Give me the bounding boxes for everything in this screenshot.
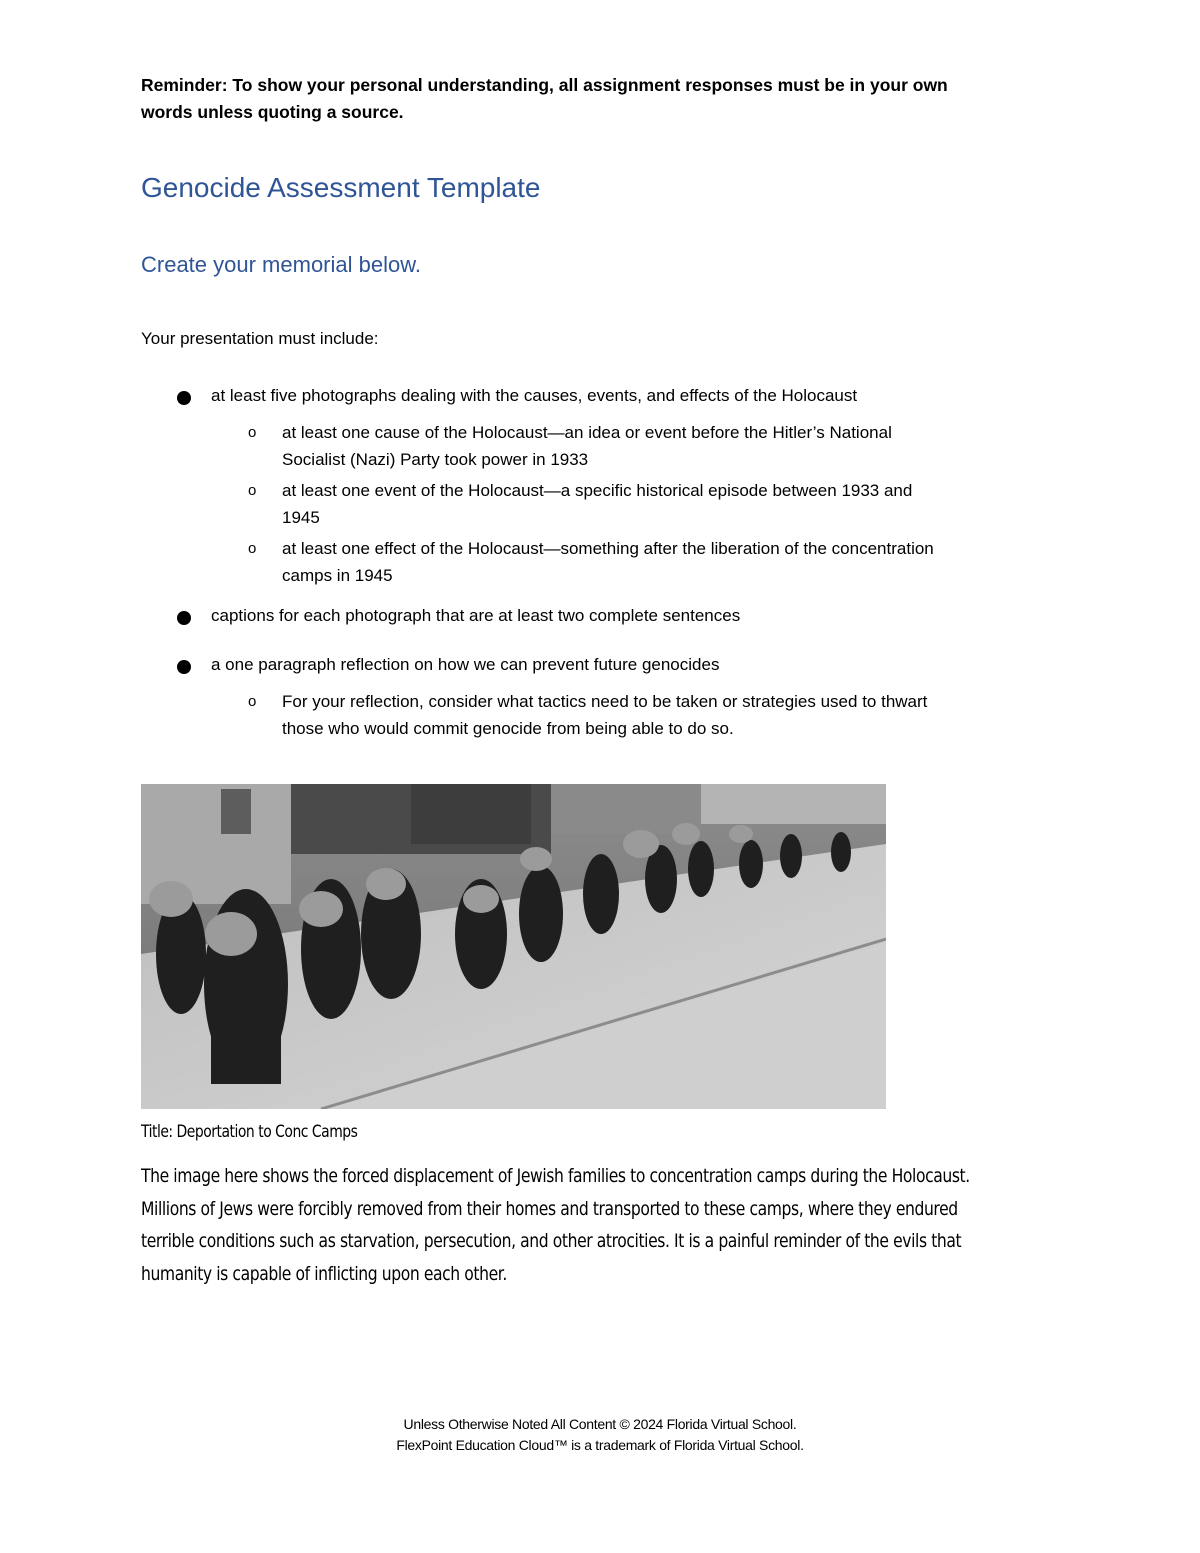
subitem-line-1: For your reflection, consider what tactics need to be taken or strategies used to thwart xyxy=(282,692,928,711)
page-footer xyxy=(0,1414,1200,1456)
requirement-text: at least five photographs dealing with the causes, events, and effects of the Holocaust xyxy=(211,386,858,405)
sub-bullet-icon: o xyxy=(248,693,257,710)
subitem-line-2: camps in 1945 xyxy=(282,566,393,585)
bullet-icon xyxy=(177,611,191,625)
bullet-icon xyxy=(177,391,191,405)
reminder-notice xyxy=(141,72,1041,126)
subitem-line-2: 1945 xyxy=(282,508,320,527)
requirement-text: a one paragraph reflection on how we can prevent future genocides xyxy=(211,655,720,674)
footer-trademark: FlexPoint Education Cloud™ is a trademark of Florida Virtual School. xyxy=(396,1437,804,1453)
subitem-line-1: at least one effect of the Holocaust—something after the liberation of the concentration xyxy=(282,539,934,558)
caption-line: humanity is capable of inflicting upon each other. xyxy=(141,1262,507,1285)
requirement-text: captions for each photograph that are at least two complete sentences xyxy=(211,606,741,625)
photo-caption-body xyxy=(141,1160,1010,1290)
document-title: Genocide Assessment Template xyxy=(141,172,541,203)
caption-line: terrible conditions such as starvation, persecution, and other atrocities. It is a painful reminder of the evils that xyxy=(141,1230,962,1252)
deportation-photograph xyxy=(141,784,886,1109)
sub-bullet-icon: o xyxy=(248,482,257,499)
footer-copyright: Unless Otherwise Noted All Content © 2024 Florida Virtual School. xyxy=(403,1416,797,1432)
sub-bullet-icon: o xyxy=(248,424,257,441)
bullet-icon xyxy=(177,660,191,674)
requirements-intro: Your presentation must include: xyxy=(141,329,379,348)
reminder-line-2: words unless quoting a source. xyxy=(141,102,404,122)
subitem-line-1: at least one event of the Holocaust—a specific historical episode between 1933 and xyxy=(282,481,913,500)
subitem-line-1: at least one cause of the Holocaust—an idea or event before the Hitler’s National xyxy=(282,423,892,442)
document-subtitle: Create your memorial below. xyxy=(141,252,422,277)
sub-bullet-icon: o xyxy=(248,540,257,557)
photo-caption-title: Title: Deportation to Conc Camps xyxy=(141,1122,358,1142)
subitem-line-2: Socialist (Nazi) Party took power in 1933 xyxy=(282,450,589,469)
caption-line: The image here shows the forced displacement of Jewish families to concentration camps during the Holocaust. xyxy=(141,1165,970,1187)
caption-line: Millions of Jews were forcibly removed from their homes and transported to these camps, where they endured xyxy=(141,1197,958,1220)
subitem-line-2: those who would commit genocide from being able to do so. xyxy=(282,719,734,738)
reminder-line-1: Reminder: To show your personal understanding, all assignment responses must be in your own xyxy=(141,75,948,95)
